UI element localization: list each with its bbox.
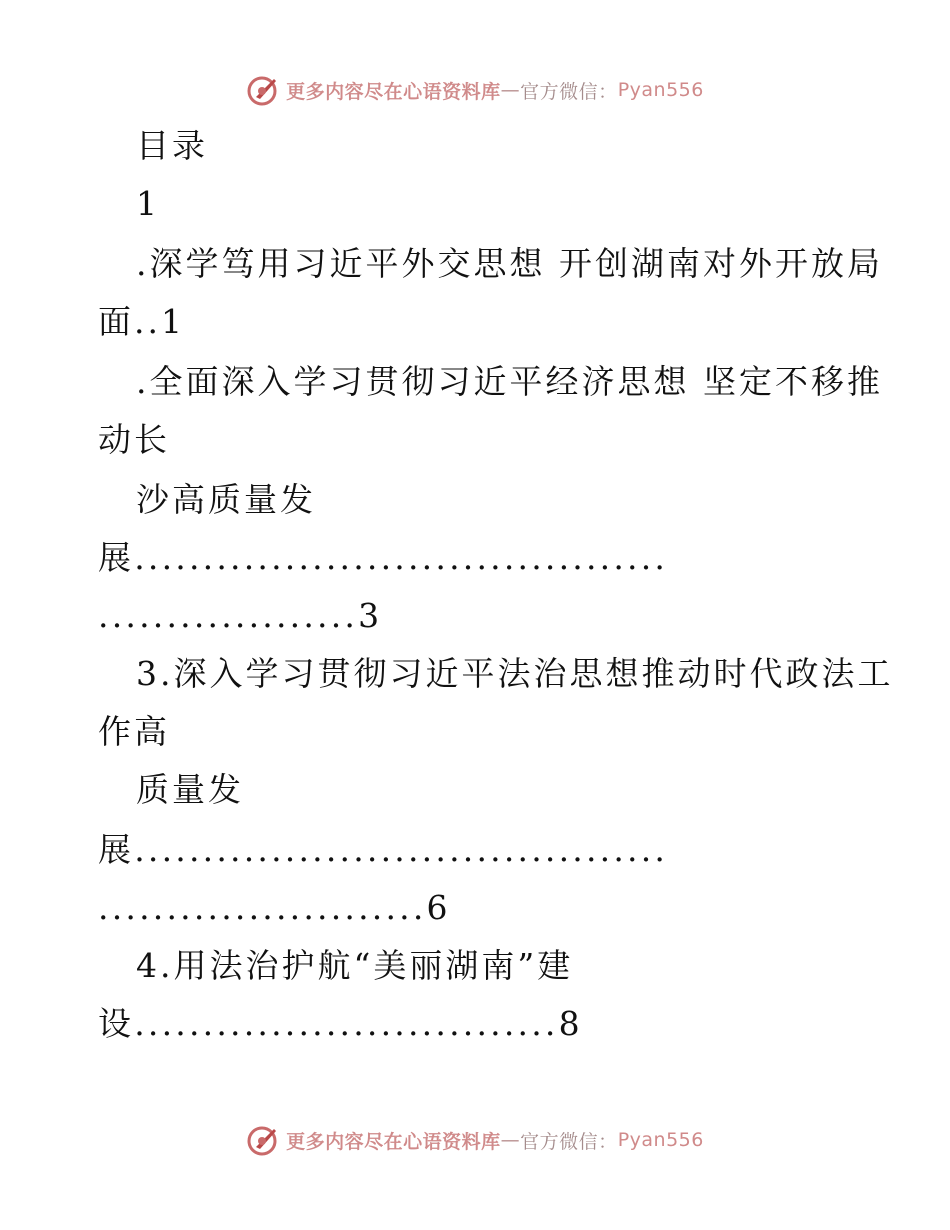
toc-line-2: .深学笃用习近平外交思想 开创湖南对外开放局 (136, 244, 883, 283)
toc-title: 目录 (136, 126, 208, 165)
toc-line-10: 作高 (98, 712, 170, 751)
watermark-wechat-id: Pyan556 (617, 1129, 704, 1151)
toc-line-15: 设...............................8 (98, 1004, 583, 1043)
toc-line-11: 质量发 (136, 770, 244, 809)
quill-logo-icon (246, 73, 280, 107)
toc-line-13: ........................6 (98, 888, 451, 927)
toc-line-9: 3.深入学习贯彻习近平法治思想推动时代政法工 (136, 654, 894, 693)
toc-line-3: 面..1 (98, 302, 185, 341)
watermark-wechat-label: 官方微信： (520, 80, 618, 103)
toc-line-1: 1 (136, 184, 160, 223)
toc-line-12: 展....................................... (98, 830, 669, 869)
toc-line-7: 展....................................... (98, 538, 669, 577)
toc-line-8: ...................3 (98, 596, 383, 635)
watermark-wechat-id: Pyan556 (617, 79, 704, 101)
watermark-wechat-label: 官方微信： (520, 1130, 618, 1153)
watermark-dash: — (500, 79, 521, 101)
toc-line-4: .全面深入学习贯彻习近平经济思想 坚定不移推 (136, 362, 883, 401)
footer-watermark (0, 1118, 950, 1162)
watermark-dash: — (500, 1129, 521, 1151)
quill-logo-icon (246, 1123, 280, 1157)
toc-line-5: 动长 (98, 420, 170, 459)
watermark-brand: 更多内容尽在心语资料库 (286, 80, 501, 103)
header-watermark (0, 68, 950, 112)
toc-line-14: 4.用法治护航“美丽湖南”建 (136, 946, 574, 985)
watermark-brand: 更多内容尽在心语资料库 (286, 1130, 501, 1153)
toc-line-6: 沙高质量发 (136, 480, 316, 519)
